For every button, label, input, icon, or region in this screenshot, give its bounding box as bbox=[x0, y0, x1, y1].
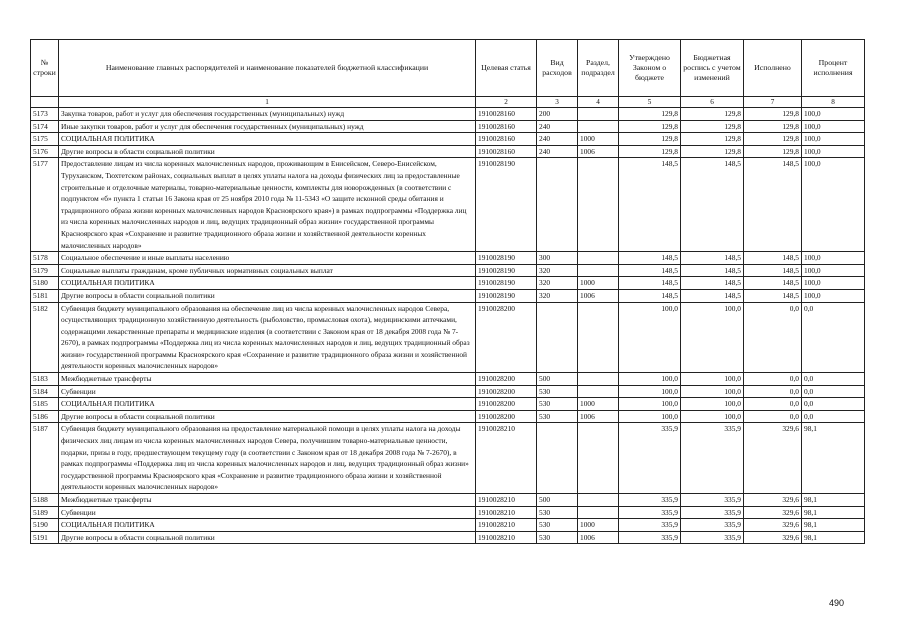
row-approved: 129,8 bbox=[619, 120, 681, 133]
row-approved: 100,0 bbox=[619, 373, 681, 386]
row-budget-schedule: 148,5 bbox=[681, 277, 744, 290]
table-row bbox=[31, 302, 865, 373]
row-budget-schedule: 129,8 bbox=[681, 120, 744, 133]
row-executed: 329,6 bbox=[744, 506, 802, 519]
table-row bbox=[31, 410, 865, 423]
row-number: 5179 bbox=[31, 264, 59, 277]
row-percent: 100,0 bbox=[802, 252, 865, 265]
row-target-article: 1910028200 bbox=[476, 373, 537, 386]
row-executed: 148,5 bbox=[744, 252, 802, 265]
table-row bbox=[31, 252, 865, 265]
row-budget-schedule: 129,8 bbox=[681, 133, 744, 146]
row-name: Закупка товаров, работ и услуг для обеспечения государственных (муниципальных) нужд bbox=[59, 108, 476, 121]
row-section bbox=[578, 506, 619, 519]
row-expense-type: 320 bbox=[537, 289, 578, 302]
row-approved: 100,0 bbox=[619, 302, 681, 373]
row-budget-schedule: 148,5 bbox=[681, 158, 744, 252]
table-row bbox=[31, 531, 865, 544]
header-approved: Утверждено Законом о бюджете bbox=[619, 40, 681, 97]
row-executed: 0,0 bbox=[744, 385, 802, 398]
row-percent: 100,0 bbox=[802, 277, 865, 290]
row-target-article: 1910028200 bbox=[476, 385, 537, 398]
row-executed: 148,5 bbox=[744, 277, 802, 290]
row-target-article: 1910028210 bbox=[476, 506, 537, 519]
row-number: 5175 bbox=[31, 133, 59, 146]
row-budget-schedule: 100,0 bbox=[681, 398, 744, 411]
row-expense-type: 300 bbox=[537, 252, 578, 265]
row-budget-schedule: 335,9 bbox=[681, 531, 744, 544]
row-percent: 0,0 bbox=[802, 398, 865, 411]
row-number: 5173 bbox=[31, 108, 59, 121]
row-executed: 329,6 bbox=[744, 494, 802, 507]
row-expense-type: 320 bbox=[537, 277, 578, 290]
budget-table bbox=[30, 39, 865, 544]
row-budget-schedule: 100,0 bbox=[681, 302, 744, 373]
column-number: 7 bbox=[744, 97, 802, 108]
row-percent: 100,0 bbox=[802, 264, 865, 277]
row-section bbox=[578, 264, 619, 277]
header-target-article: Целевая статья bbox=[476, 40, 537, 97]
row-expense-type: 530 bbox=[537, 519, 578, 532]
row-percent: 0,0 bbox=[802, 385, 865, 398]
row-percent: 0,0 bbox=[802, 373, 865, 386]
row-number: 5186 bbox=[31, 410, 59, 423]
header-percent: Процент исполнения bbox=[802, 40, 865, 97]
row-executed: 0,0 bbox=[744, 398, 802, 411]
row-approved: 129,8 bbox=[619, 108, 681, 121]
row-percent: 100,0 bbox=[802, 133, 865, 146]
row-budget-schedule: 335,9 bbox=[681, 519, 744, 532]
row-section: 1006 bbox=[578, 289, 619, 302]
row-number: 5176 bbox=[31, 145, 59, 158]
row-expense-type: 320 bbox=[537, 264, 578, 277]
row-approved: 335,9 bbox=[619, 531, 681, 544]
header-expense-type: Вид расходов bbox=[537, 40, 578, 97]
row-target-article: 1910028200 bbox=[476, 302, 537, 373]
row-percent: 100,0 bbox=[802, 289, 865, 302]
row-section bbox=[578, 423, 619, 494]
row-number: 5191 bbox=[31, 531, 59, 544]
row-name: СОЦИАЛЬНАЯ ПОЛИТИКА bbox=[59, 519, 476, 532]
row-executed: 329,6 bbox=[744, 519, 802, 532]
row-section bbox=[578, 302, 619, 373]
row-name: СОЦИАЛЬНАЯ ПОЛИТИКА bbox=[59, 133, 476, 146]
header-row bbox=[31, 40, 865, 97]
row-section bbox=[578, 158, 619, 252]
row-number: 5177 bbox=[31, 158, 59, 252]
row-approved: 100,0 bbox=[619, 398, 681, 411]
row-expense-type: 530 bbox=[537, 385, 578, 398]
row-name: Социальное обеспечение и иные выплаты населению bbox=[59, 252, 476, 265]
row-name: СОЦИАЛЬНАЯ ПОЛИТИКА bbox=[59, 398, 476, 411]
row-target-article: 1910028190 bbox=[476, 264, 537, 277]
header-section: Раздел, подраздел bbox=[578, 40, 619, 97]
column-number: 2 bbox=[476, 97, 537, 108]
row-budget-schedule: 129,8 bbox=[681, 108, 744, 121]
row-target-article: 1910028190 bbox=[476, 277, 537, 290]
row-number: 5182 bbox=[31, 302, 59, 373]
row-number: 5190 bbox=[31, 519, 59, 532]
table-row bbox=[31, 398, 865, 411]
row-percent: 98,1 bbox=[802, 506, 865, 519]
table-row bbox=[31, 108, 865, 121]
row-number: 5188 bbox=[31, 494, 59, 507]
row-expense-type: 530 bbox=[537, 398, 578, 411]
header-name: Наименование главных распорядителей и наименование показателей бюджетной классификации bbox=[59, 40, 476, 97]
table-row bbox=[31, 264, 865, 277]
header-budget-schedule: Бюджетная роспись с учетом изменений bbox=[681, 40, 744, 97]
row-budget-schedule: 148,5 bbox=[681, 289, 744, 302]
row-expense-type: 530 bbox=[537, 531, 578, 544]
row-approved: 148,5 bbox=[619, 252, 681, 265]
row-target-article: 1910028190 bbox=[476, 289, 537, 302]
row-approved: 148,5 bbox=[619, 289, 681, 302]
row-percent: 98,1 bbox=[802, 494, 865, 507]
table-row bbox=[31, 289, 865, 302]
row-name: Другие вопросы в области социальной политики bbox=[59, 289, 476, 302]
row-budget-schedule: 129,8 bbox=[681, 145, 744, 158]
column-number: 4 bbox=[578, 97, 619, 108]
row-percent: 100,0 bbox=[802, 158, 865, 252]
row-name: Другие вопросы в области социальной политики bbox=[59, 410, 476, 423]
row-budget-schedule: 148,5 bbox=[681, 264, 744, 277]
row-number: 5178 bbox=[31, 252, 59, 265]
row-number: 5189 bbox=[31, 506, 59, 519]
row-name: Субвенции bbox=[59, 506, 476, 519]
row-executed: 0,0 bbox=[744, 410, 802, 423]
row-budget-schedule: 148,5 bbox=[681, 252, 744, 265]
row-approved: 129,8 bbox=[619, 145, 681, 158]
row-number: 5183 bbox=[31, 373, 59, 386]
column-number: 6 bbox=[681, 97, 744, 108]
row-budget-schedule: 100,0 bbox=[681, 373, 744, 386]
row-name: Межбюджетные трансферты bbox=[59, 494, 476, 507]
header-num: № строки bbox=[31, 40, 59, 97]
row-target-article: 1910028210 bbox=[476, 423, 537, 494]
row-section: 1006 bbox=[578, 531, 619, 544]
row-budget-schedule: 335,9 bbox=[681, 506, 744, 519]
row-executed: 129,8 bbox=[744, 145, 802, 158]
row-name: Межбюджетные трансферты bbox=[59, 373, 476, 386]
row-expense-type: 240 bbox=[537, 120, 578, 133]
row-number: 5184 bbox=[31, 385, 59, 398]
row-executed: 129,8 bbox=[744, 108, 802, 121]
row-expense-type bbox=[537, 158, 578, 252]
page-number: 490 bbox=[829, 598, 845, 608]
row-approved: 335,9 bbox=[619, 494, 681, 507]
table-row bbox=[31, 373, 865, 386]
row-section bbox=[578, 373, 619, 386]
row-approved: 148,5 bbox=[619, 158, 681, 252]
row-budget-schedule: 100,0 bbox=[681, 410, 744, 423]
table-row bbox=[31, 120, 865, 133]
row-section: 1006 bbox=[578, 145, 619, 158]
row-percent: 98,1 bbox=[802, 531, 865, 544]
row-number: 5187 bbox=[31, 423, 59, 494]
row-executed: 0,0 bbox=[744, 373, 802, 386]
header-executed: Исполнено bbox=[744, 40, 802, 97]
row-name: Другие вопросы в области социальной политики bbox=[59, 145, 476, 158]
row-target-article: 1910028210 bbox=[476, 519, 537, 532]
row-approved: 129,8 bbox=[619, 133, 681, 146]
row-number: 5181 bbox=[31, 289, 59, 302]
row-percent: 100,0 bbox=[802, 145, 865, 158]
table-row bbox=[31, 494, 865, 507]
row-approved: 335,9 bbox=[619, 519, 681, 532]
row-budget-schedule: 335,9 bbox=[681, 494, 744, 507]
row-target-article: 1910028160 bbox=[476, 120, 537, 133]
row-expense-type: 500 bbox=[537, 494, 578, 507]
table-row bbox=[31, 277, 865, 290]
row-approved: 148,5 bbox=[619, 277, 681, 290]
row-target-article: 1910028200 bbox=[476, 410, 537, 423]
row-section bbox=[578, 494, 619, 507]
row-percent: 100,0 bbox=[802, 108, 865, 121]
row-executed: 129,8 bbox=[744, 133, 802, 146]
row-approved: 335,9 bbox=[619, 423, 681, 494]
row-percent: 0,0 bbox=[802, 410, 865, 423]
column-number: 8 bbox=[802, 97, 865, 108]
row-name: Субвенция бюджету муниципального образования на предоставление материальной помощи в целях уплаты налога на доходы физических лиц лицам из числа коренных малочисленных народов Севера, получившим товарно-материальные ценности, подарки, призы в году, предшествующем текущему году (в соответствии с Законом края от 18 декабря 2008 года № 7-2670), в рамках подпрограммы «Поддержка лиц из числа коренных малочисленных народов и лиц, ведущих традиционный образ жизни» государственной программы Красноярского края «Сохранение и развитие традиционного образа жизни и хозяйственной деятельности коренных малочисленных народов» bbox=[59, 423, 476, 494]
row-name: СОЦИАЛЬНАЯ ПОЛИТИКА bbox=[59, 277, 476, 290]
table-row bbox=[31, 423, 865, 494]
row-target-article: 1910028160 bbox=[476, 108, 537, 121]
table-row bbox=[31, 519, 865, 532]
row-name: Социальные выплаты гражданам, кроме публичных нормативных социальных выплат bbox=[59, 264, 476, 277]
row-name: Субвенции bbox=[59, 385, 476, 398]
column-number: 3 bbox=[537, 97, 578, 108]
table-row bbox=[31, 133, 865, 146]
row-approved: 148,5 bbox=[619, 264, 681, 277]
row-executed: 0,0 bbox=[744, 302, 802, 373]
row-expense-type: 530 bbox=[537, 506, 578, 519]
row-budget-schedule: 100,0 bbox=[681, 385, 744, 398]
table-row bbox=[31, 385, 865, 398]
column-number: 1 bbox=[59, 97, 476, 108]
row-section bbox=[578, 108, 619, 121]
row-expense-type: 530 bbox=[537, 410, 578, 423]
row-section: 1000 bbox=[578, 133, 619, 146]
row-target-article: 1910028160 bbox=[476, 145, 537, 158]
row-section: 1000 bbox=[578, 277, 619, 290]
row-target-article: 1910028190 bbox=[476, 158, 537, 252]
row-expense-type bbox=[537, 423, 578, 494]
row-percent: 98,1 bbox=[802, 519, 865, 532]
row-section bbox=[578, 385, 619, 398]
row-name: Другие вопросы в области социальной политики bbox=[59, 531, 476, 544]
row-name: Субвенция бюджету муниципального образования на обеспечение лиц из числа коренных малочисленных народов Севера, осуществляющих традиционную хозяйственную деятельность (рыболовство, промысловая охота), медицинскими аптечками, содержащими лекарственные препараты и медицинские изделия (в соответствии с Законом края от 18 декабря 2008 года № 7-2670), в рамках подпрограммы «Поддержка лиц из числа коренных малочисленных народов и лиц, ведущих традиционный образ жизни» государственной программы Красноярского края «Сохранение и развитие традиционного образа жизни и хозяйственной деятельности коренных малочисленных народов» bbox=[59, 302, 476, 373]
row-budget-schedule: 335,9 bbox=[681, 423, 744, 494]
row-executed: 129,8 bbox=[744, 120, 802, 133]
row-approved: 100,0 bbox=[619, 385, 681, 398]
row-section: 1006 bbox=[578, 410, 619, 423]
table-row bbox=[31, 145, 865, 158]
row-target-article: 1910028190 bbox=[476, 252, 537, 265]
row-approved: 335,9 bbox=[619, 506, 681, 519]
row-expense-type bbox=[537, 302, 578, 373]
row-expense-type: 500 bbox=[537, 373, 578, 386]
row-percent: 0,0 bbox=[802, 302, 865, 373]
row-executed: 329,6 bbox=[744, 531, 802, 544]
row-name: Иные закупки товаров, работ и услуг для обеспечения государственных (муниципальных) нужд bbox=[59, 120, 476, 133]
column-number: 5 bbox=[619, 97, 681, 108]
row-number: 5180 bbox=[31, 277, 59, 290]
row-name: Предоставление лицам из числа коренных малочисленных народов, проживающим в Енисейском, Северо-Енисейском, Туруханском, Тюхтетском районах, социальных выплат в целях уплаты налога на доходы физических лиц за предоставленные строительные и отделочные материалы, товарно-материальные ценности, комплекты для новорожденных (в соответствии с подпунктом «б» пункта 1 статьи 16 Закона края от 25 ноября 2010 года № 11-5343 «О защите исконной среды обитания и традиционного образа жизни коренных малочисленных народов Красноярского края») в рамках подпрограммы «Поддержка лиц из числа коренных малочисленных народов и лиц, ведущих традиционный образ жизни» государственной программы Красноярского края «Сохранение и развитие традиционного образа жизни и хозяйственной деятельности коренных малочисленных народов» bbox=[59, 158, 476, 252]
row-approved: 100,0 bbox=[619, 410, 681, 423]
row-expense-type: 200 bbox=[537, 108, 578, 121]
row-section bbox=[578, 120, 619, 133]
table-row bbox=[31, 506, 865, 519]
row-number: 5185 bbox=[31, 398, 59, 411]
row-expense-type: 240 bbox=[537, 133, 578, 146]
row-section bbox=[578, 252, 619, 265]
row-target-article: 1910028160 bbox=[476, 133, 537, 146]
row-percent: 100,0 bbox=[802, 120, 865, 133]
column-number-row bbox=[31, 97, 865, 108]
row-executed: 329,6 bbox=[744, 423, 802, 494]
row-executed: 148,5 bbox=[744, 158, 802, 252]
row-number: 5174 bbox=[31, 120, 59, 133]
row-section: 1000 bbox=[578, 519, 619, 532]
row-percent: 98,1 bbox=[802, 423, 865, 494]
row-target-article: 1910028200 bbox=[476, 398, 537, 411]
row-target-article: 1910028210 bbox=[476, 531, 537, 544]
row-target-article: 1910028210 bbox=[476, 494, 537, 507]
row-executed: 148,5 bbox=[744, 289, 802, 302]
row-executed: 148,5 bbox=[744, 264, 802, 277]
table-row bbox=[31, 158, 865, 252]
row-section: 1000 bbox=[578, 398, 619, 411]
row-expense-type: 240 bbox=[537, 145, 578, 158]
